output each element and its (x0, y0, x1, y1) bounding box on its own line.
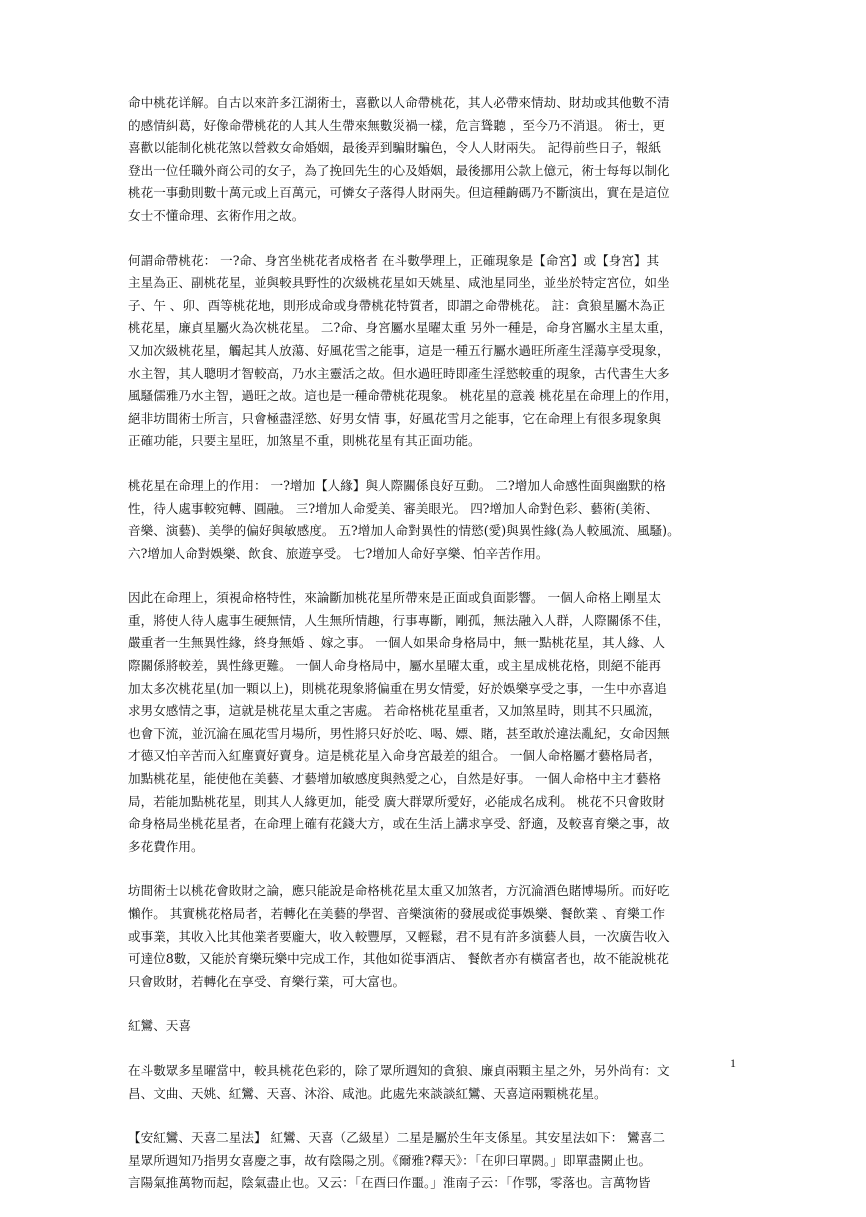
text-line: 重，將使人待人處事生硬無情，人生無所情趣，行事專斷，剛孤，無法融入人群，人際關係不佳， (128, 612, 670, 628)
text-line: 只會敗財，若轉化在享受、育樂行業，可大富也。 (128, 973, 406, 989)
text-line: 才德又怕辛苦而入紅塵賣好賣身。這是桃花星入命身宮最差的組合。 一個人命格屬才藝格局者， (128, 748, 661, 764)
text-line: 絕非坊間術士所言，只會極盡淫慾、好男女情 事，好風花雪月之能事，它在命理上有很多現象與 (128, 410, 661, 426)
paragraph (128, 92, 744, 228)
text-line: 可達位8數，又能於育樂玩樂中完成工作，其他如從事酒店、 餐飲者亦有橫富者也，故不能說桃花 (128, 951, 669, 967)
paragraph (128, 1127, 744, 1195)
text-line: 音樂、演藝)、美學的偏好與敏感度。 五?增加人命對異性的情慾(愛)與異性緣(為人較風流、風騷)。 (128, 523, 680, 539)
text-line: 桃花星，廉貞星屬火為次桃花星。 二?命、身宮屬水星曜太重 另外一種是，命身宮屬水主星太重， (128, 320, 672, 336)
paragraph (128, 475, 744, 565)
text-line: 昌、文曲、天姚、紅鸞、天喜、沐浴、咸池。此處先來談談紅鸞、天喜這兩顆桃花星。 (128, 1085, 607, 1101)
text-line: 多花費作用。 (128, 838, 204, 854)
paragraph (128, 587, 744, 858)
text-line: 也會下流，並沉淪在風花雪月場所，男性將只好於吃、喝、嫖、賭，甚至敢於違法亂紀，女命因無 (128, 725, 670, 741)
text-line: 嚴重者一生無異性緣，終身無婚 、嫁之事。 一個人如果命身格局中，無一點桃花星，其人緣、人 (128, 635, 665, 651)
text-line: 因此在命理上，須視命格特性，來論斷加桃花星所帶來是正面或負面影響。 一個人命格上剛星太 (128, 590, 661, 606)
section-heading: 紅鸞、天喜 (128, 1018, 191, 1034)
text-line: 命身格局坐桃花星者，在命理上確有花錢大方，或在生活上講求享受、舒適，及較喜育樂之事，故 (128, 816, 670, 832)
text-line: 在斗數眾多星曜當中，較具桃花色彩的，除了眾所週知的貪狼、廉貞兩顆主星之外，另外尚有：文 (128, 1062, 670, 1078)
paragraph (128, 250, 744, 453)
text-line: 或事業，其收入比其他業者要龐大，收入較豐厚，又輕鬆，君不見有許多演藝人員，一次廣告收入 (128, 928, 670, 944)
text-line: 局，若能加點桃花星，則其人人緣更加，能受 廣大群眾所愛好，必能成名成利。 桃花不只會敗財 (128, 793, 665, 809)
text-line: 求男女感情之事，這就是桃花星太重之害處。 若命格桃花星重者，又加煞星時，則其不只風流， (128, 703, 661, 719)
text-line: 何謂命帶桃花： 一?命、身宮坐桃花者成格者 在斗數學理上，正確現象是【命宮】或【身宮】其 (128, 252, 660, 268)
text-line: 喜歡以能制化桃花煞以營救女命婚姻，最後弄到騙財騙色，令人人財兩失。 記得前些日子，報紙 (128, 140, 661, 156)
text-line: 桃花一事動則數十萬元或上百萬元，可憐女子落得人財兩失。但這種齣碼乃不斷演出，實在是這位 (128, 185, 670, 201)
text-line: 風騷儒雅乃水主智，過旺之故。這也是一種命帶桃花現象。 桃花星的意義 桃花星在命理上的作用， (128, 388, 678, 404)
text-line: 【安紅鸞、天喜二星法】 紅鸞、天喜（乙級星）二星是屬於生年支係星。其安星法如下： 鸞喜二 (128, 1130, 665, 1146)
text-line: 加太多次桃花星(加一顆以上)，則桃花現象將偏重在男女情愛，好於娛樂享受之事，一生中亦喜追 (128, 680, 667, 696)
paragraph (128, 880, 744, 993)
text-line: 六?增加人命對娛樂、飲食、旅遊享受。 七?增加人命好享樂、怕辛苦作用。 (128, 545, 549, 561)
text-line: 言陽氣推萬物而起，陰氣盡止也。又云：「在酉曰作噩。」淮南子云：「作鄂，零落也。言萬物皆 (128, 1175, 651, 1191)
text-line: 主星為正、副桃花星，並與較具野性的次級桃花星如天姚星、咸池星同坐，並坐於特定宮位，如坐 (128, 275, 670, 291)
text-line: 性，待人處事較宛轉、圓融。 三?增加人命愛美、審美眼光。 四?增加人命對色彩、藝術(美術、 (128, 500, 659, 516)
paragraph (128, 1060, 744, 1105)
text-line: 的感情糾葛，好像命帶桃花的人其人生帶來無數災禍一樣，危言聳聽 ，至今乃不消退。 術士，更 (128, 117, 665, 133)
text-line: 桃花星在命理上的作用： 一?增加【人緣】與人際關係良好互動。 二?增加人命感性面與幽默的格 (128, 477, 666, 493)
text-line: 懶作。 其實桃花格局者，若轉化在美藝的學習、音樂演術的發展或從事娛樂、餐飲業 、育樂工作 (128, 906, 665, 921)
text-line: 子、午 、卯、酉等桃花地，則形成命或身帶桃花特質者，即謂之命帶桃花。 註：貪狼星屬木為正 (128, 297, 665, 313)
page-number: 1 (730, 1056, 736, 1070)
text-line: 女士不懂命理、玄術作用之故。 (128, 207, 305, 223)
text-line: 水主智，其人聰明才智較高，乃水主靈活之故。但水過旺時即產生淫慾較重的現象，古代書生大多 (128, 365, 670, 381)
text-line: 加點桃花星，能使他在美藝、才藝增加敏感度與熱愛之心，自然是好事。 一個人命格中主才藝格 (128, 771, 661, 787)
text-line: 登出一位任職外商公司的女子，為了挽回先生的心及婚姻，最後挪用公款上億元，術士每每以制化 (128, 162, 670, 178)
text-line: 際關係將較差，異性緣更難。 一個人命身格局中，屬水星曜太重，或主星成桃花格，則絕不能再 (128, 658, 661, 674)
text-line: 正確功能，只要主星旺，加煞星不重，則桃花星有其正面功能。 (128, 433, 481, 449)
text-line: 命中桃花详解。自古以來許多江湖術士，喜歡以人命帶桃花，其人必帶來情劫、財劫或其他數不清 (128, 95, 670, 110)
text-line: 又加次級桃花星，觸起其人放蕩、好風花雪之能事，這是一種五行屬水過旺所產生淫蕩享受現象， (128, 342, 670, 358)
document-body (128, 92, 744, 1217)
text-line: 星眾所週知乃指男女喜慶之事，故有陰陽之別。《爾雅?釋天》：「在卯曰單閼。」即單盡闕止也。 (128, 1152, 652, 1168)
text-line: 坊間術士以桃花會敗財之論，應只能說是命格桃花星太重又加煞者，方沉淪酒色賭博場所。而好吃 (128, 883, 670, 899)
